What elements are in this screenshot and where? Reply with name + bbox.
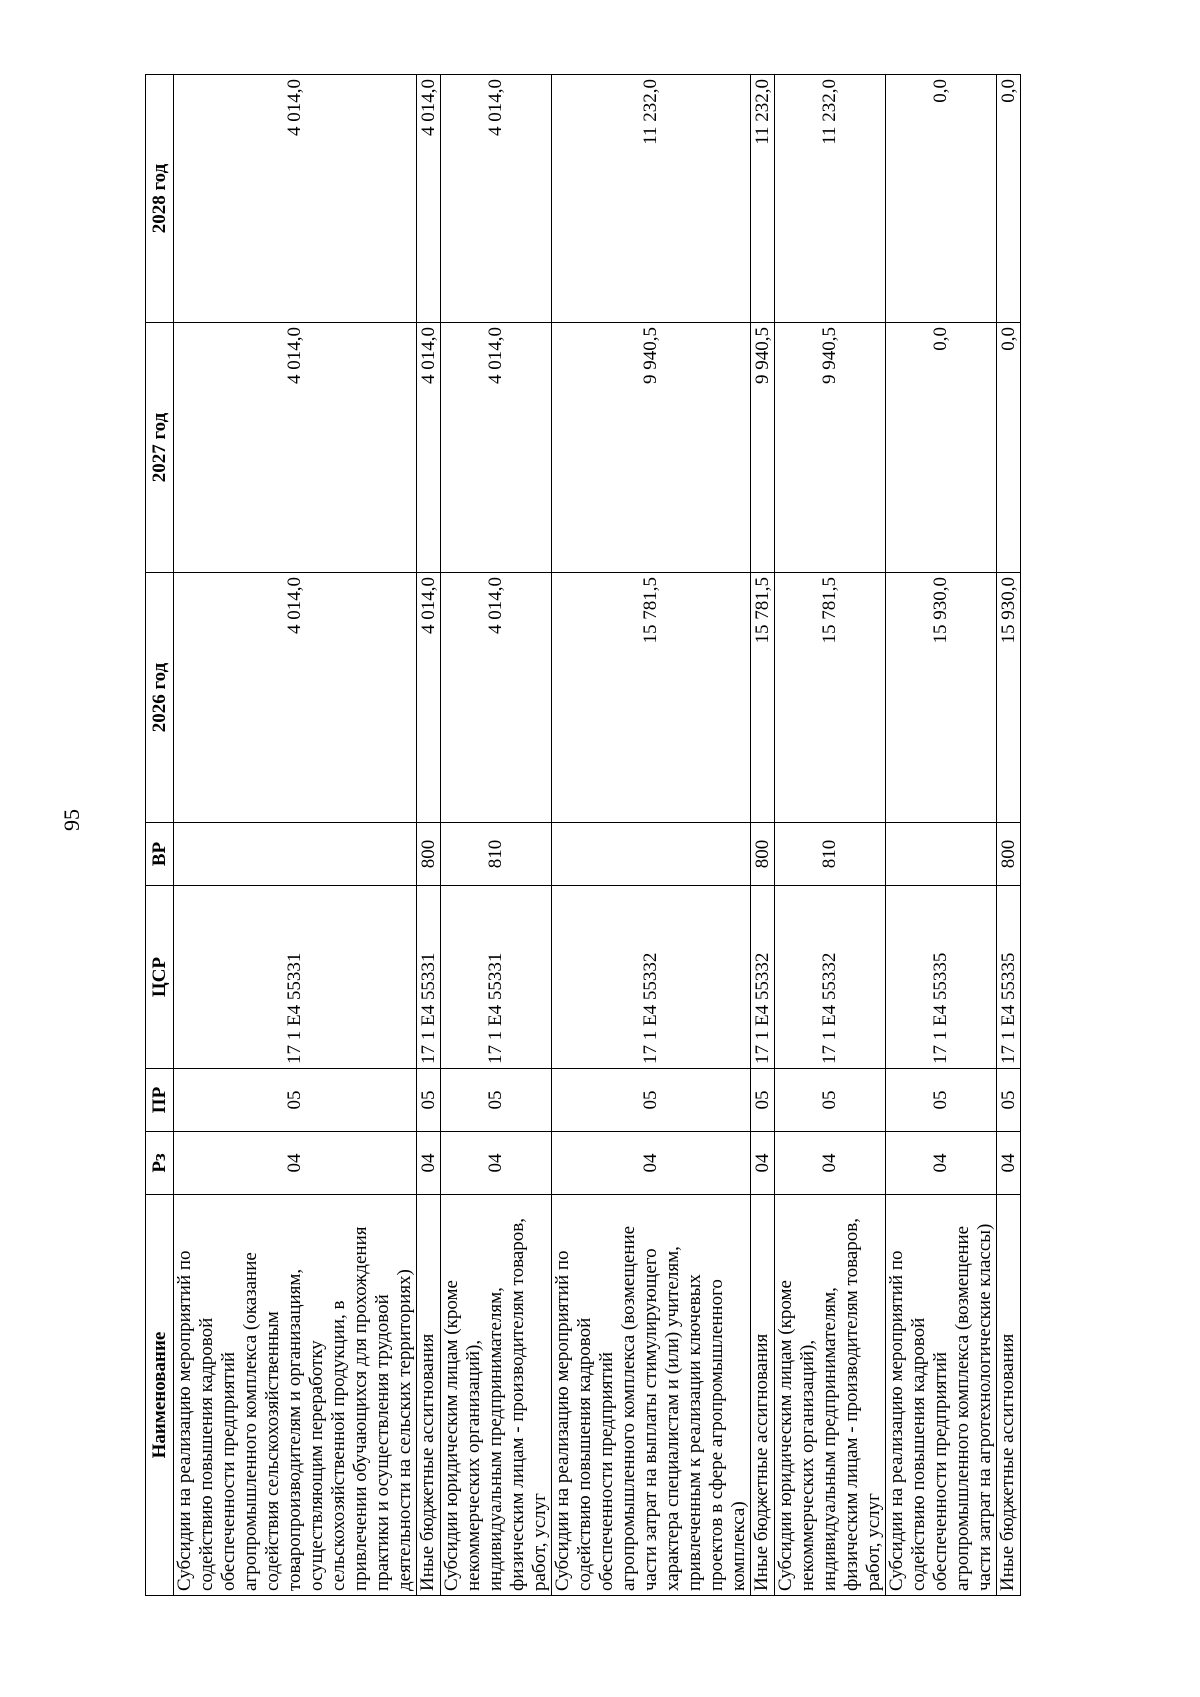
header-2026: 2026 год [146, 573, 174, 823]
row-vr: 810 [775, 823, 886, 886]
row-2028: 0,0 [997, 75, 1021, 323]
row-2026: 15 930,0 [886, 573, 997, 823]
row-name: Иные бюджетные ассигнования [417, 1195, 441, 1596]
row-pr: 05 [886, 1069, 997, 1132]
row-2027: 9 940,5 [775, 323, 886, 573]
row-2027: 4 014,0 [417, 323, 441, 573]
header-pr: ПР [146, 1069, 174, 1132]
row-rz: 04 [775, 1132, 886, 1195]
table-row [775, 75, 886, 1596]
table-row [174, 75, 417, 1596]
row-2028: 0,0 [886, 75, 997, 323]
row-rz: 04 [417, 1132, 441, 1195]
row-name: Субсидии на реализацию мероприятий по содействию повышения кадровой обеспеченности предприятий агропромышленного комплекса (возмещение части затрат на агротехнологические классы) [886, 1195, 997, 1596]
row-name: Иные бюджетные ассигнования [751, 1195, 775, 1596]
row-pr: 05 [174, 1069, 417, 1132]
row-2028: 11 232,0 [751, 75, 775, 323]
page-number: 95 [59, 809, 84, 831]
row-rz: 04 [886, 1132, 997, 1195]
row-pr: 05 [441, 1069, 552, 1132]
table-row [886, 75, 997, 1596]
row-2028: 4 014,0 [441, 75, 552, 323]
row-csr: 17 1 Е4 55331 [417, 886, 441, 1069]
row-2027: 4 014,0 [174, 323, 417, 573]
row-2027: 4 014,0 [441, 323, 552, 573]
row-vr: 800 [751, 823, 775, 886]
header-csr: ЦСР [146, 886, 174, 1069]
row-csr: 17 1 Е4 55331 [174, 886, 417, 1069]
header-rz: Рз [146, 1132, 174, 1195]
table-row [997, 75, 1021, 1596]
row-csr: 17 1 Е4 55331 [441, 886, 552, 1069]
row-vr [552, 823, 751, 886]
row-2026: 15 781,5 [775, 573, 886, 823]
header-2027: 2027 год [146, 323, 174, 573]
row-rz: 04 [751, 1132, 775, 1195]
row-pr: 05 [751, 1069, 775, 1132]
row-rz: 04 [174, 1132, 417, 1195]
table-row [751, 75, 775, 1596]
row-name: Субсидии на реализацию мероприятий по содействию повышения кадровой обеспеченности предприятий агропромышленного комплекса (возмещение части затрат на выплаты стимулирующего характера специалистам и (или) учителям, привлеченным к реализации ключевых проектов в сфере агропромышленного комплекса) [552, 1195, 751, 1596]
table-row [552, 75, 751, 1596]
row-csr: 17 1 Е4 55332 [751, 886, 775, 1069]
row-rz: 04 [997, 1132, 1021, 1195]
row-2026: 4 014,0 [174, 573, 417, 823]
row-name: Субсидии юридическим лицам (кроме некоммерческих организаций), индивидуальным предпринимателям, физическим лицам - производителям товаров, работ, услуг [775, 1195, 886, 1596]
header-name: Наименование [146, 1195, 174, 1596]
row-vr: 800 [417, 823, 441, 886]
budget-table [145, 74, 1021, 1596]
row-name: Субсидии юридическим лицам (кроме некоммерческих организаций), индивидуальным предпринимателям, физическим лицам - производителям товаров, работ, услуг [441, 1195, 552, 1596]
header-2028: 2028 год [146, 75, 174, 323]
row-2028: 11 232,0 [552, 75, 751, 323]
row-pr: 05 [997, 1069, 1021, 1132]
row-2026: 15 781,5 [552, 573, 751, 823]
row-2028: 11 232,0 [775, 75, 886, 323]
row-vr: 800 [997, 823, 1021, 886]
table-header-row [146, 75, 174, 1596]
row-csr: 17 1 Е4 55332 [552, 886, 751, 1069]
row-2027: 0,0 [886, 323, 997, 573]
row-csr: 17 1 Е4 55332 [775, 886, 886, 1069]
row-name: Иные бюджетные ассигнования [997, 1195, 1021, 1596]
row-pr: 05 [417, 1069, 441, 1132]
row-vr [174, 823, 417, 886]
row-2028: 4 014,0 [417, 75, 441, 323]
row-2026: 4 014,0 [417, 573, 441, 823]
row-2026: 4 014,0 [441, 573, 552, 823]
row-2027: 9 940,5 [552, 323, 751, 573]
row-2026: 15 930,0 [997, 573, 1021, 823]
table-row [441, 75, 552, 1596]
row-pr: 05 [775, 1069, 886, 1132]
row-vr [886, 823, 997, 886]
row-csr: 17 1 Е4 55335 [886, 886, 997, 1069]
row-2026: 15 781,5 [751, 573, 775, 823]
row-rz: 04 [552, 1132, 751, 1195]
row-csr: 17 1 Е4 55335 [997, 886, 1021, 1069]
row-2028: 4 014,0 [174, 75, 417, 323]
row-pr: 05 [552, 1069, 751, 1132]
row-2027: 0,0 [997, 323, 1021, 573]
row-rz: 04 [441, 1132, 552, 1195]
row-vr: 810 [441, 823, 552, 886]
rotated-table-wrapper [145, 75, 1021, 1596]
row-name: Субсидии на реализацию мероприятий по содействию повышения кадровой обеспеченности предприятий агропромышленного комплекса (оказание содействия сельскохозяйственным товаропроизводителям и организациям, осуществляющим переработку сельскохозяйственной продукции, в привлечении обучающихся для прохождения практики и осуществления трудовой деятельности на сельских территориях) [174, 1195, 417, 1596]
row-2027: 9 940,5 [751, 323, 775, 573]
table-row [417, 75, 441, 1596]
header-vr: ВР [146, 823, 174, 886]
